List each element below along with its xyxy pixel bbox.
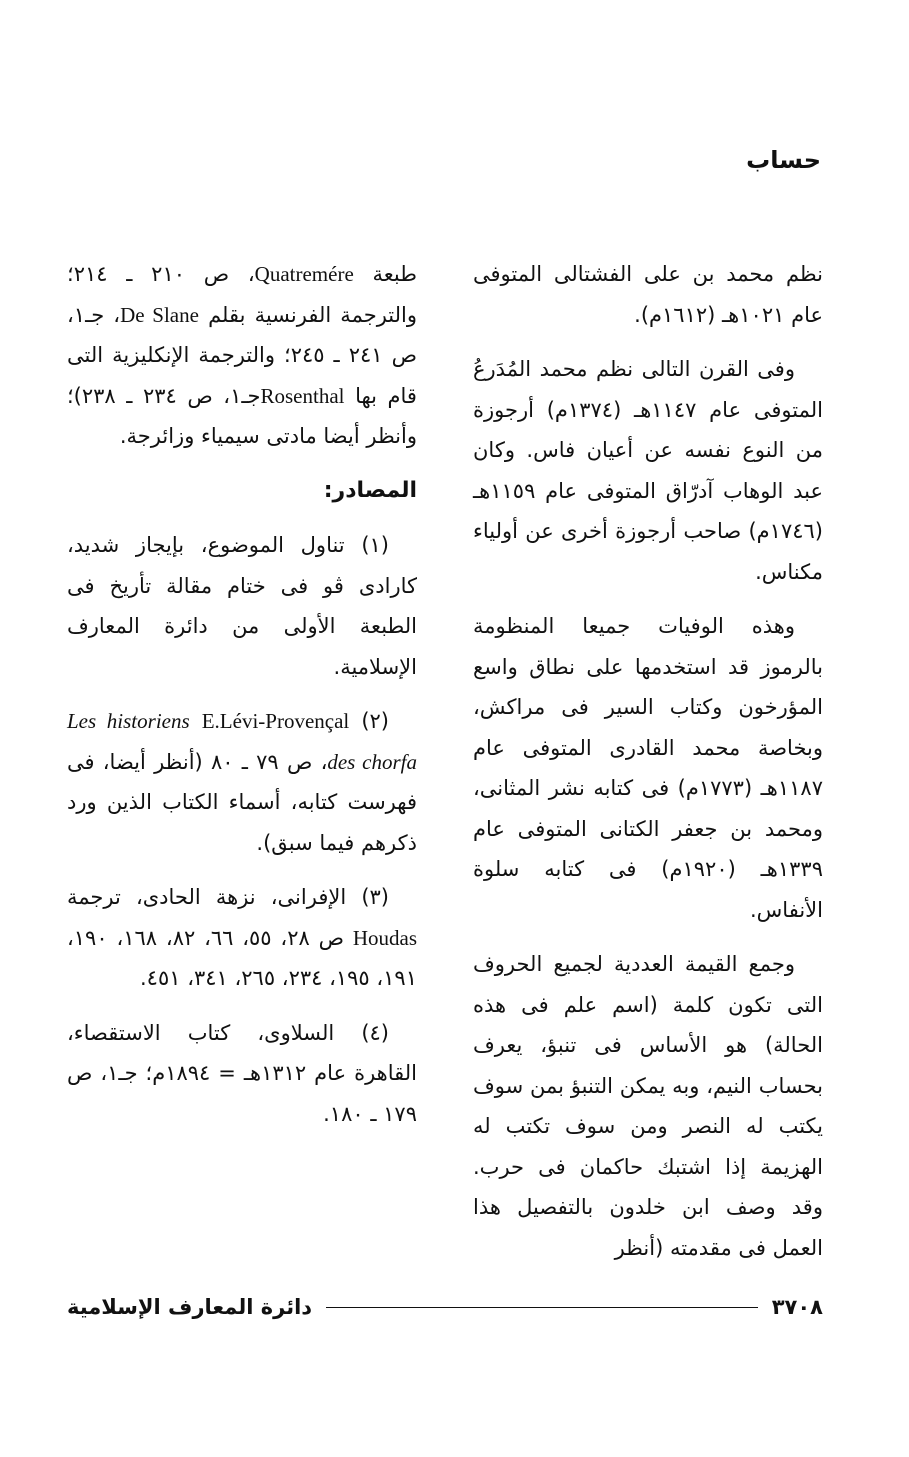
running-head: حساب (746, 146, 821, 174)
right-column (473, 254, 823, 1282)
latin-author: E.Lévi-Provençal (201, 709, 350, 733)
continuation-paragraph: طبعة Quatremére، ص ٢١٠ ـ ٢١٤؛ والترجمة الفرنسية بقلم De Slane، جـ١، ص ٢٤١ ـ ٢٤٥؛ والترجمة الإنكليزية التى قام بها Rosenthalجـ١، ص ٢٣٤ ـ ٢٣٨)؛ وأنظر أيضا مادتى سيمياء وزائرجة. (67, 262, 417, 448)
paragraph: وجمع القيمة العددية لجميع الحروف التى تكون كلمة (اسم علم فى هذه الحالة) هو الأساس فى تنبؤ، يعرف بحساب النيم، وبه يمكن التنبؤ بمن سوف يكتب له النصر ومن سوف تكتب له الهزيمة إذا اشتبك حاكمان فى حرب. وقد وصف ابن خلدون بالتفصيل هذا العمل فى مقدمته (أنظر (473, 952, 823, 1260)
paragraph: وهذه الوفيات جميعا المنظومة بالرموز قد استخدمها على نطاق واسع المؤرخون وكتاب السير فى مراكش، وبخاصة محمد القادرى المتوفى عام ١١٨٧هـ (١٧٧٣م) فى كتابه نشر المثانى، ومحمد بن جعفر الكتانى المتوفى عام ١٣٣٩هـ (١٩٢٠م) فى كتابه سلوة الأنفاس. (473, 614, 823, 922)
source-entry: (١) تناول الموضوع، بإيجاز شديد، كارادى ڤو فى ختام مقالة تأريخ فى الطبعة الأولى من دائرة المعارف الإسلامية. (67, 533, 417, 679)
latin-title: Les historiens des chorfa (67, 709, 417, 774)
page-footer (67, 1292, 823, 1322)
latin-name: De Slane (120, 302, 199, 327)
left-column (67, 254, 417, 1148)
latin-name: Houdas (352, 925, 417, 950)
source-entry: (٣) الإفرانى، نزهة الحادى، ترجمة Houdas ص ٢٨، ٥٥، ٦٦، ٨٢، ١٦٨، ١٩٠، ١٩١، ١٩٥، ٢٣٤، ٢٦٥، ٣٤١، ٤٥١. (67, 885, 417, 990)
sources-heading: المصادر: (323, 477, 417, 503)
latin-name: Rosenthal (260, 383, 345, 408)
paragraph: نظم محمد بن على الفشتالى المتوفى عام ١٠٢١هـ (١٦١٢م). (473, 262, 823, 327)
page-number: ٣٧٠٨ (771, 1295, 823, 1319)
source-entry: (٢) E.Lévi-Provençal Les historiens des chorfa، ص ٧٩ ـ ٨٠ (أنظر أيضا، فى فهرست كتابه، أسماء الكتاب الذين ورد ذكرهم فيما سبق). (67, 709, 417, 855)
footer-rule (326, 1307, 758, 1308)
paragraph: وفى القرن التالى نظم محمد المُدَرعُ المتوفى عام ١١٤٧هـ (١٣٧٤م) أرجوزة من النوع نفسه عن أعيان فاس. وكان عبد الوهاب آدرّاق المتوفى عام ١١٥٩هـ (١٧٤٦م) صاحب أرجوزة أخرى عن أولياء مكناس. (473, 357, 823, 584)
source-entry: (٤) السلاوى، كتاب الاستقصاء، القاهرة عام ١٣١٢هـ = ١٨٩٤م؛ جـ١، ص ١٧٩ ـ ١٨٠. (67, 1020, 417, 1126)
publication-name: دائرة المعارف الإسلامية (67, 1295, 313, 1319)
latin-name: Quatremére (254, 262, 354, 286)
